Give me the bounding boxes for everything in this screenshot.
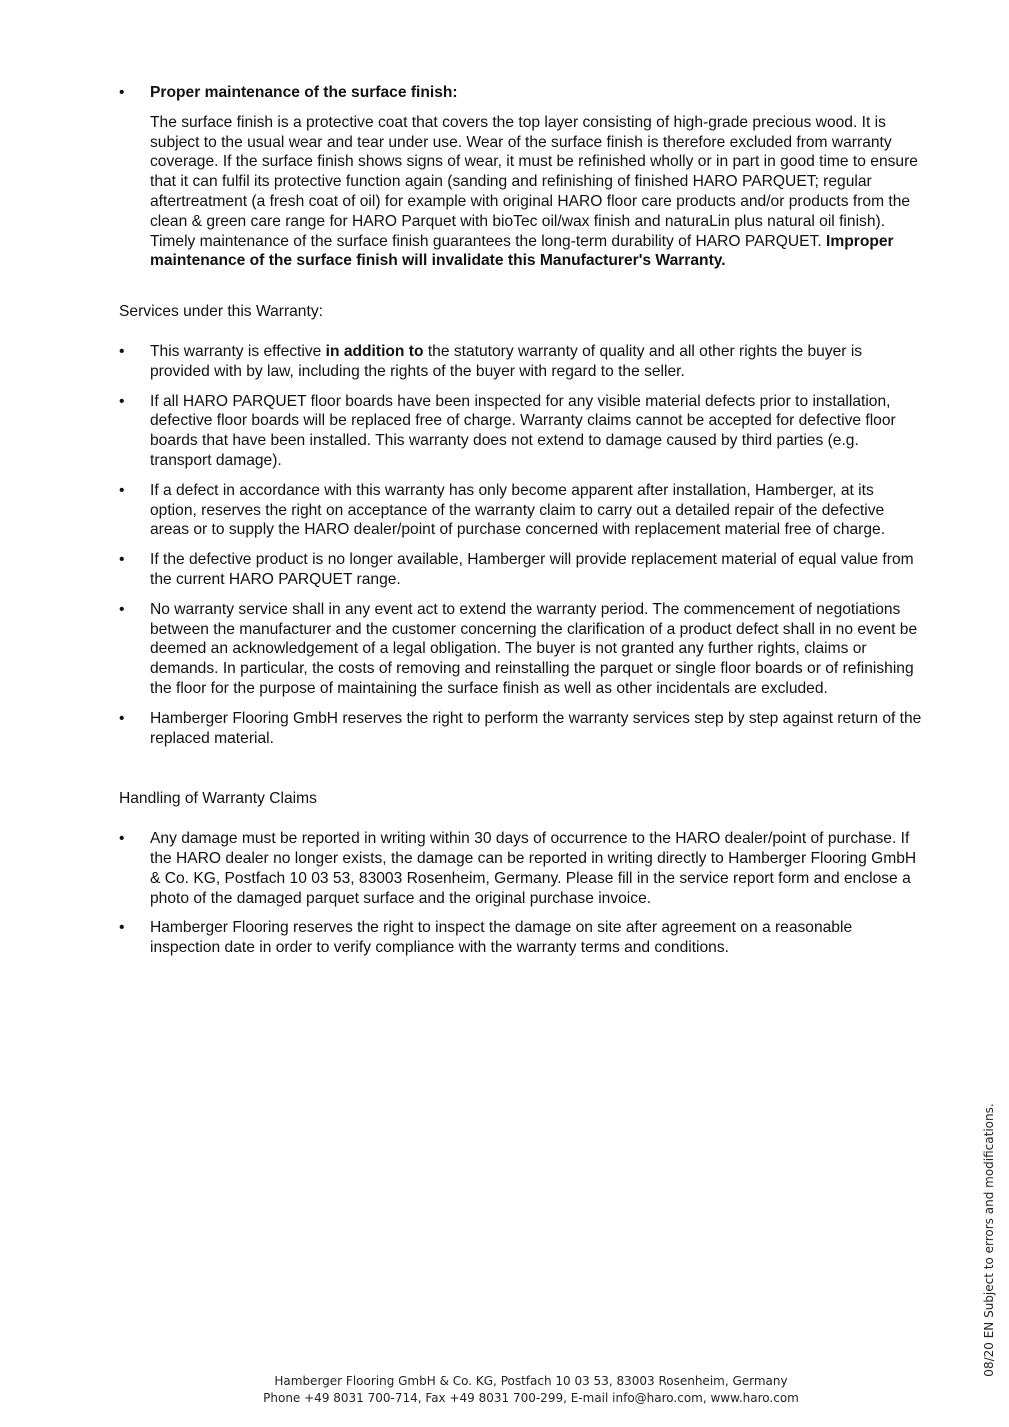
document-body	[119, 83, 924, 968]
services-item-0-post: the statutory warranty of quality and all other rights the buyer is provided with by law, including the rights of the buyer with regard to the seller.	[150, 342, 863, 380]
list-item	[119, 392, 924, 471]
list-item	[119, 550, 924, 590]
bullet-icon: •	[119, 84, 125, 101]
bullet-icon: •	[119, 481, 125, 499]
services-item-text: If the defective product is no longer available, Hamberger will provide replacement material of equal value from the current HARO PARQUET range.	[150, 551, 914, 588]
maintenance-body-bold: Improper maintenance of the surface finish will invalidate this Manufacturer's Warranty.	[150, 232, 894, 270]
services-item-text: If all HARO PARQUET floor boards have been inspected for any visible material defects prior to installation, defective floor boards will be replaced free of charge. Warranty claims cannot be accepted for defective floor boards that have been installed. This warranty does not extend to damage caused by third parties (e.g. transport damage).	[150, 392, 896, 469]
claims-list	[119, 829, 924, 958]
services-label: Services under this Warranty:	[119, 303, 323, 321]
claims-item-text: Hamberger Flooring reserves the right to inspect the damage on site after agreement on a reasonable inspection date in order to verify compliance with the warranty terms and conditions.	[150, 919, 853, 957]
bullet-icon: •	[119, 709, 125, 727]
bullet-icon: •	[119, 830, 125, 848]
maintenance-body-text: The surface finish is a protective coat that covers the top layer consisting of high-grade precious wood. It is subject to the usual wear and tear under use. Wear of the surface finish is therefore excluded from warranty coverage. If the surface finish shows signs of wear, it must be refinished wholly or in part in good time to ensure that it can fulfil its protective function again (sanding and refinishing of finished HARO PARQUET; regular aftertreatment (a fresh coat of oil) for example with original HARO floor care products and/or products from the clean & green care range for HARO Parquet with bioTec oil/wax finish and naturaLin plus natural oil finish). Timely maintenance of the surface finish guarantees the long-term durability of HARO PARQUET.	[150, 113, 918, 250]
claims-item-text: Any damage must be reported in writing within 30 days of occurrence to the HARO dealer/point of purchase. If the HARO dealer no longer exists, the damage can be reported in writing directly to Hamberger Flooring GmbH & Co. KG, Postfach 10 03 53, 83003 Rosenheim, Germany. Please fill in the service report form and enclose a photo of the damaged parquet surface and the original purchase invoice.	[150, 830, 917, 907]
list-item	[119, 829, 924, 908]
bullet-icon: •	[119, 600, 125, 618]
list-item	[119, 709, 924, 749]
services-item-0-bold: in addition to	[325, 342, 424, 360]
page-footer	[0, 1373, 1009, 1407]
services-item-text: If a defect in accordance with this warranty has only become apparent after installation, Hamberger, at its option, reserves the right on acceptance of the warranty claim to carry out a detailed repair of the defective areas or to supply the HARO dealer/point of purchase concerned with replacement material free of charge.	[150, 481, 886, 539]
bullet-icon: •	[119, 919, 125, 937]
list-item	[119, 600, 924, 699]
maintenance-heading: Proper maintenance of the surface finish:	[150, 84, 458, 101]
bullet-icon: •	[119, 551, 125, 569]
footer-contact: Phone +49 8031 700-714, Fax +49 8031 700-299, E-mail info@haro.com, www.haro.com	[263, 1391, 799, 1405]
services-item-text: Hamberger Flooring GmbH reserves the right to perform the warranty services step by step against return of the replaced material.	[150, 709, 922, 747]
list-item	[119, 918, 924, 958]
claims-label: Handling of Warranty Claims	[119, 790, 317, 808]
side-note: 08/20 EN Subject to errors and modifications.	[982, 1103, 996, 1377]
services-item-0-pre: This warranty is effective	[150, 342, 326, 360]
bullet-icon: •	[119, 392, 125, 410]
maintenance-paragraph	[119, 113, 924, 271]
list-item	[119, 342, 924, 382]
list-item	[119, 481, 924, 540]
services-item-text: No warranty service shall in any event act to extend the warranty period. The commencement of negotiations between the manufacturer and the customer concerning the clarification of a product defect shall in no event be deemed an acknowledgement of a legal obligation. The buyer is not granted any further rights, claims or demands. In particular, the costs of removing and reinstalling the parquet or single floor boards or of refinishing the floor for the purpose of maintaining the surface finish as well as other incidentals are excluded.	[150, 600, 918, 697]
services-list	[119, 342, 924, 748]
maintenance-section	[119, 83, 924, 103]
footer-address: Hamberger Flooring GmbH & Co. KG, Postfach 10 03 53, 83003 Rosenheim, Germany	[274, 1374, 788, 1388]
bullet-icon: •	[119, 342, 125, 360]
